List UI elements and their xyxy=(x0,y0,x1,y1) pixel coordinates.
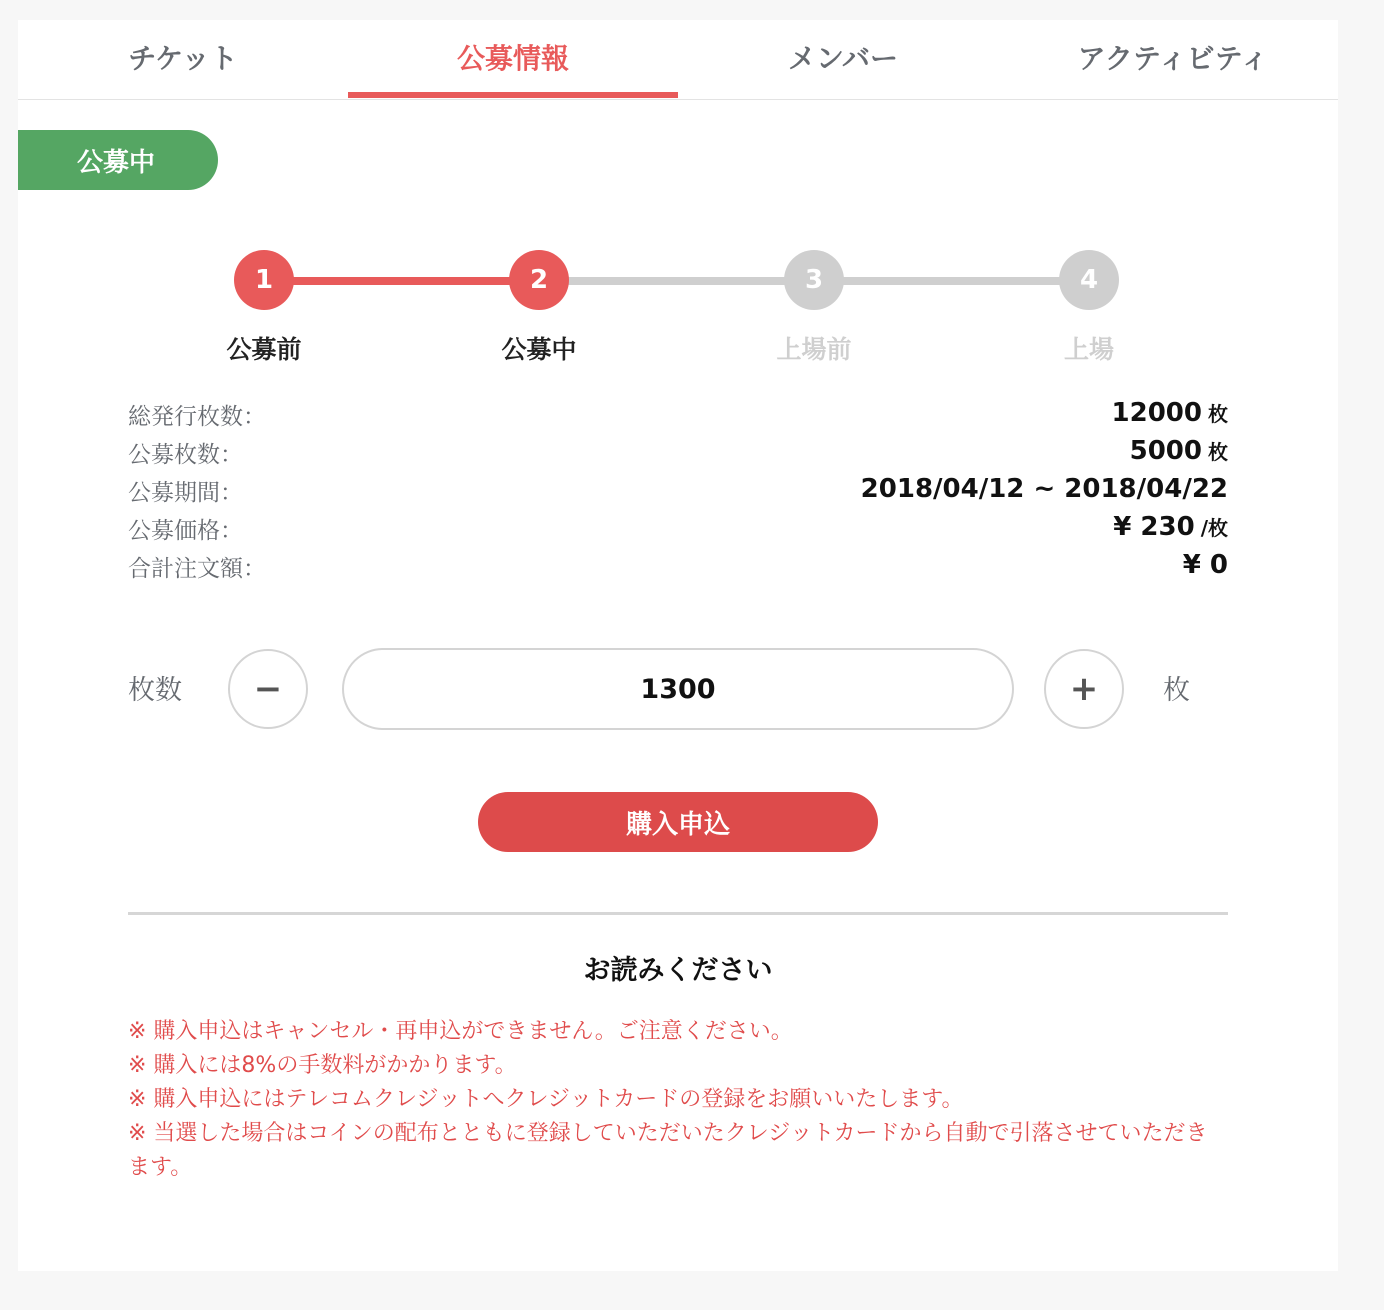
tab-offering-info[interactable]: 公募情報 xyxy=(456,41,569,75)
offering-count-label: 公募枚数： xyxy=(128,442,243,468)
quantity-label: 枚数 xyxy=(128,675,182,706)
offering-count-unit: 枚 xyxy=(1208,440,1228,464)
quantity-input[interactable]: 1300 xyxy=(342,648,1014,730)
notice-item: ※ 購入申込はキャンセル・再申込ができません。ご注意ください。 xyxy=(128,1019,793,1044)
info-row-offering-count xyxy=(128,436,1228,474)
notice-item: ※ 購入申込にはテレコムクレジットへクレジットカードの登録をお願いいたします。 xyxy=(128,1087,964,1112)
offering-count-number: 5000 xyxy=(1129,436,1202,466)
total-issued-value xyxy=(1112,398,1228,428)
increment-button[interactable]: + xyxy=(1044,649,1124,729)
offering-price-number: ¥ 230 xyxy=(1113,512,1195,542)
step-4-label: 上場 xyxy=(1063,335,1114,364)
total-amount-value: ¥ 0 xyxy=(1182,550,1228,580)
progress-stepper xyxy=(18,250,1338,380)
info-row-offering-period xyxy=(128,474,1228,512)
quantity-unit: 枚 xyxy=(1163,675,1190,706)
step-connector-3-4 xyxy=(814,277,1089,285)
total-issued-unit: 枚 xyxy=(1208,402,1228,426)
tab-members[interactable]: メンバー xyxy=(787,41,899,75)
offering-price-value xyxy=(1113,512,1228,542)
purchase-button[interactable]: 購入申込 xyxy=(478,792,878,852)
step-connector-2-3 xyxy=(539,277,814,285)
offering-price-unit: /枚 xyxy=(1200,516,1228,540)
tab-activity[interactable]: アクティビティ xyxy=(1077,41,1269,75)
notice-item: ※ 当選した場合はコインの配布とともに登録していただいたクレジットカードから自動で引落させていただきます。 xyxy=(128,1121,1208,1180)
notice-list xyxy=(128,1015,1228,1185)
section-divider xyxy=(128,912,1228,915)
info-row-total-issued xyxy=(128,398,1228,436)
total-amount-label: 合計注文額： xyxy=(128,556,266,582)
offering-count-value xyxy=(1130,436,1228,466)
active-tab-indicator xyxy=(348,92,678,98)
tab-tickets[interactable]: チケット xyxy=(128,41,238,75)
step-1-label: 公募前 xyxy=(226,335,302,364)
step-2-label: 公募中 xyxy=(501,335,577,364)
decrement-button[interactable]: − xyxy=(228,649,308,729)
notice-title: お読みください xyxy=(583,955,773,986)
offering-price-label: 公募価格： xyxy=(128,518,243,544)
offering-period-value: 2018/04/12 ~ 2018/04/22 xyxy=(860,474,1228,504)
offering-card xyxy=(18,20,1338,1271)
total-issued-number: 12000 xyxy=(1111,398,1202,428)
offering-period-label: 公募期間： xyxy=(128,480,243,506)
step-4-circle: 4 xyxy=(1059,250,1119,310)
step-1-circle: 1 xyxy=(234,250,294,310)
step-3-label: 上場前 xyxy=(776,335,852,364)
offering-details xyxy=(128,398,1228,588)
notice-item: ※ 購入には8%の手数料がかかります。 xyxy=(128,1053,517,1078)
info-row-offering-price xyxy=(128,512,1228,550)
step-connector-1-2 xyxy=(264,277,539,285)
step-2-circle: 2 xyxy=(509,250,569,310)
total-issued-label: 総発行枚数： xyxy=(128,404,266,430)
tab-bar xyxy=(18,20,1338,100)
info-row-total-amount xyxy=(128,550,1228,588)
step-3-circle: 3 xyxy=(784,250,844,310)
status-badge: 公募中 xyxy=(18,130,218,190)
